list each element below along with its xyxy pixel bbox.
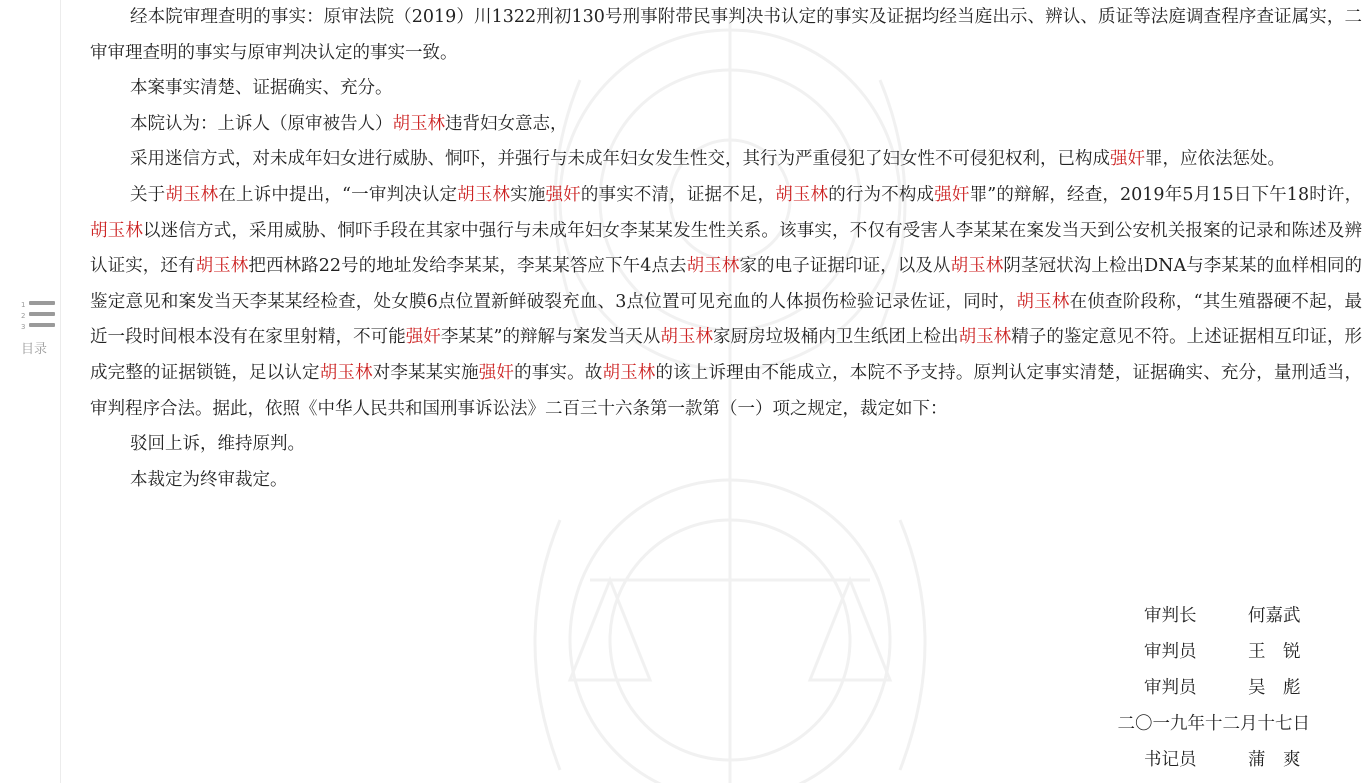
signature-role: 审判长 xyxy=(1144,606,1197,626)
signature-row xyxy=(1118,598,1311,634)
paragraph xyxy=(90,107,1362,143)
text-segment: 家厨房垃圾桶内卫生纸团上检出 xyxy=(713,327,959,348)
signature-name: 王 锐 xyxy=(1248,642,1301,662)
clerk-role: 书记员 xyxy=(1144,750,1197,770)
list-icon xyxy=(20,298,56,334)
text-segment: 的事实不清，证据不足， xyxy=(580,184,776,205)
highlight-term: 强奸 xyxy=(1110,149,1145,170)
highlight-term: 胡玉林 xyxy=(1016,291,1070,312)
paragraph xyxy=(90,427,1362,463)
highlight-term: 胡玉林 xyxy=(602,362,656,383)
text-segment: 以迷信方式，采用威胁、恫吓手段在其家中强行与未成年妇女李某某发生性关系。该事实，不仅有受害人李某某在案发当天到公安机关报案的记录和陈述及辨认证实，还有 xyxy=(90,220,1363,277)
paragraph xyxy=(90,178,1362,427)
left-rail xyxy=(0,0,61,783)
toc-label: 目录 xyxy=(20,342,47,357)
text-segment: 的行为不构成 xyxy=(828,184,935,205)
text-segment: 家的电子证据印证，以及从 xyxy=(739,256,951,277)
highlight-term: 胡玉林 xyxy=(90,220,144,241)
text-segment: 罪”的辩解，经查，2019年5月15日下午18时许， xyxy=(969,184,1363,205)
toc-button[interactable] xyxy=(20,298,60,357)
text-segment: 关于 xyxy=(130,184,166,205)
highlight-term: 胡玉林 xyxy=(958,327,1012,348)
signature-row xyxy=(1118,634,1311,670)
svg-text:2: 2 xyxy=(21,312,26,320)
signature-name: 吴 彪 xyxy=(1248,678,1301,698)
highlight-term: 胡玉林 xyxy=(457,184,511,205)
text-segment: 李某某”的辩解与案发当天从 xyxy=(440,327,661,348)
paragraph xyxy=(90,463,1362,499)
text-segment: 驳回上诉，维持原判。 xyxy=(130,434,305,455)
text-segment: 本院认为：上诉人（原审被告人） xyxy=(130,113,393,134)
judgment-date: 二〇一九年十二月十七日 xyxy=(1117,714,1310,734)
highlight-term: 胡玉林 xyxy=(195,256,249,277)
text-segment: 精子的鉴定意见不符。上述证据相互印证，形成完整的证据锁链，足以认定 xyxy=(90,327,1363,383)
text-segment: 罪，应依法惩处。 xyxy=(1145,149,1285,170)
highlight-term: 胡玉林 xyxy=(686,256,740,277)
text-segment: 对李某某实施 xyxy=(372,362,479,383)
text-segment: 实施 xyxy=(510,184,546,205)
paragraph xyxy=(90,0,1362,71)
highlight-term: 胡玉林 xyxy=(950,256,1004,277)
clerk-name: 蒲 爽 xyxy=(1248,750,1301,770)
highlight-term: 强奸 xyxy=(478,362,515,383)
text-segment: 采用迷信方式，对未成年妇女进行威胁、恫吓，并强行与未成年妇女发生性交，其行为严重侵犯了妇女性不可侵犯权利，已构成 xyxy=(130,149,1110,170)
highlight-term: 强奸 xyxy=(934,184,970,205)
signature-role: 审判员 xyxy=(1144,642,1197,662)
highlight-term: 胡玉林 xyxy=(165,184,219,205)
text-segment: 本裁定为终审裁定。 xyxy=(130,469,288,490)
text-segment: 的该上诉理由不能成立，本院不予支持。原判认定事实清楚，证据确实、充分，量刑适当，审判程序合法。据此，依照《中华人民共和国刑事诉讼法》二百三十六条第一款第（一）项之规定，裁定如下： xyxy=(90,362,1363,419)
signature-block xyxy=(1118,598,1311,778)
text-segment: 在侦查阶段称，“其生殖器硬不起，最近一段时间根本没有在家里射精，不可能 xyxy=(90,291,1363,348)
paragraph xyxy=(90,142,1362,178)
highlight-term: 胡玉林 xyxy=(775,184,829,205)
text-segment: 的事实。故 xyxy=(514,362,603,383)
paragraph xyxy=(90,71,1362,107)
signature-row xyxy=(1118,670,1311,706)
clerk-row xyxy=(1118,742,1311,778)
highlight-term: 胡玉林 xyxy=(392,113,445,134)
text-segment: 阴茎冠状沟上检出DNA与李某某的血样相同的鉴定意见和案发当天李某某经检查，处女膜6点位置新鲜破裂充血、3点位置可见充血的人体损伤检验记录佐证，同时， xyxy=(90,256,1363,312)
text-segment: 违背妇女意志， xyxy=(445,113,568,134)
date-row xyxy=(1118,706,1311,742)
signature-role: 审判员 xyxy=(1144,678,1197,698)
text-segment: 经本院审理查明的事实：原审法院（2019）川1322刑初130号刑事附带民事判决书认定的事实及证据均经当庭出示、辨认、质证等法庭调查程序查证属实，二审审理查明的事实与原审判决认定的事实一致。 xyxy=(90,7,1362,63)
svg-text:3: 3 xyxy=(21,323,26,331)
highlight-term: 强奸 xyxy=(545,184,581,205)
text-segment: 本案事实清楚、证据确实、充分。 xyxy=(130,78,393,99)
highlight-term: 强奸 xyxy=(405,327,441,348)
judgment-body xyxy=(90,0,1362,498)
svg-text:1: 1 xyxy=(21,301,26,309)
text-segment: 把西林路22号的地址发给李某某，李某某答应下午4点去 xyxy=(248,256,687,277)
signature-name: 何嘉武 xyxy=(1248,606,1301,626)
text-segment: 在上诉中提出，“一审判决认定 xyxy=(218,184,458,205)
highlight-term: 胡玉林 xyxy=(319,362,373,383)
highlight-term: 胡玉林 xyxy=(660,327,713,348)
